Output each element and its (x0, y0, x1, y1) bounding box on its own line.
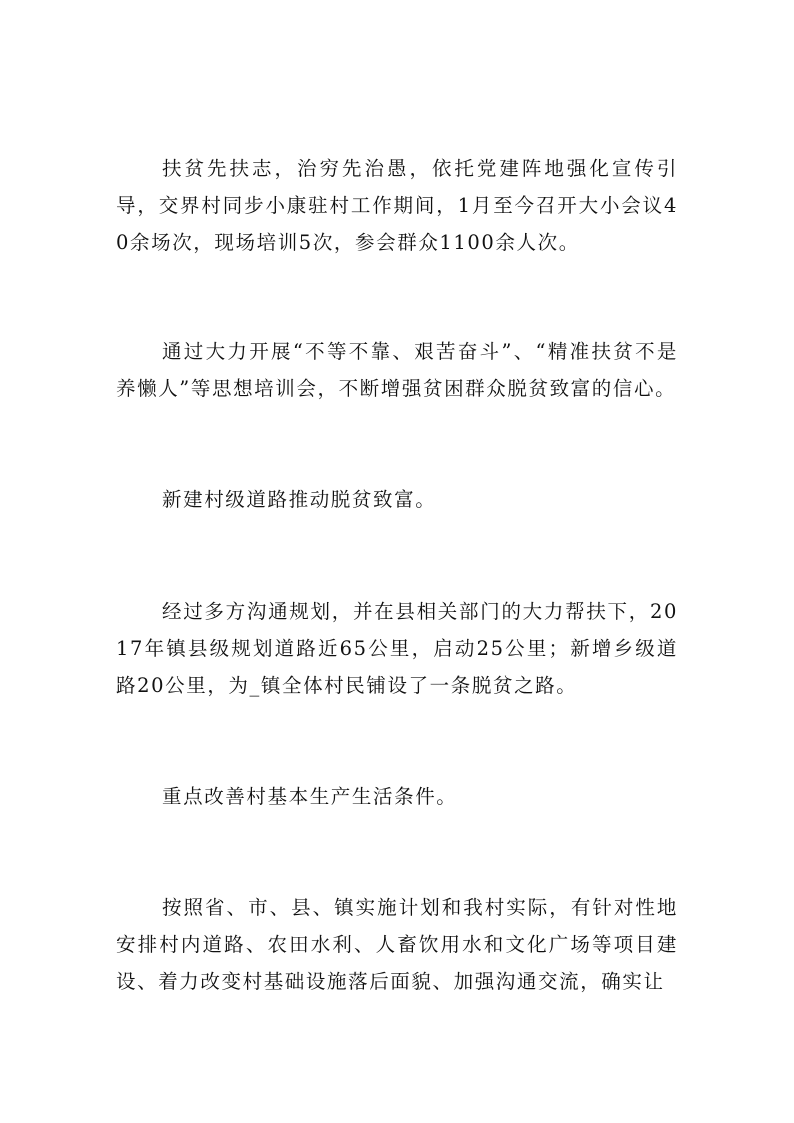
paragraph-implementation-plan: 按照省、市、县、镇实施计划和我村实际，有针对性地安排村内道路、农田水利、人畜饮用水和文化广场等项目建设、着力改变村基础设施落后面貌、加强沟通交流，确实让 (116, 896, 678, 993)
paragraph-ideology-training: 通过大力开展“不等不靠、艰苦奋斗”、“精准扶贫不是养懒人”等思想培训会，不断增强贫困群众脱贫致富的信心。 (116, 340, 678, 400)
paragraph-road-planning: 经过多方沟通规划，并在县相关部门的大力帮扶下，2017年镇县级规划道路近65公里，启动25公里；新增乡级道路20公里，为_镇全体村民铺设了一条脱贫之路。 (116, 600, 678, 697)
paragraph-heading-living-conditions: 重点改善村基本生产生活条件。 (162, 785, 458, 808)
paragraph-poverty-awareness: 扶贫先扶志，治穷先治愚，依托党建阵地强化宣传引导，交界村同步小康驻村工作期间，1月至今召开大小会议40余场次，现场培训5次，参会群众1100余人次。 (116, 157, 678, 254)
paragraph-heading-roads: 新建村级道路推动脱贫致富。 (162, 488, 437, 511)
